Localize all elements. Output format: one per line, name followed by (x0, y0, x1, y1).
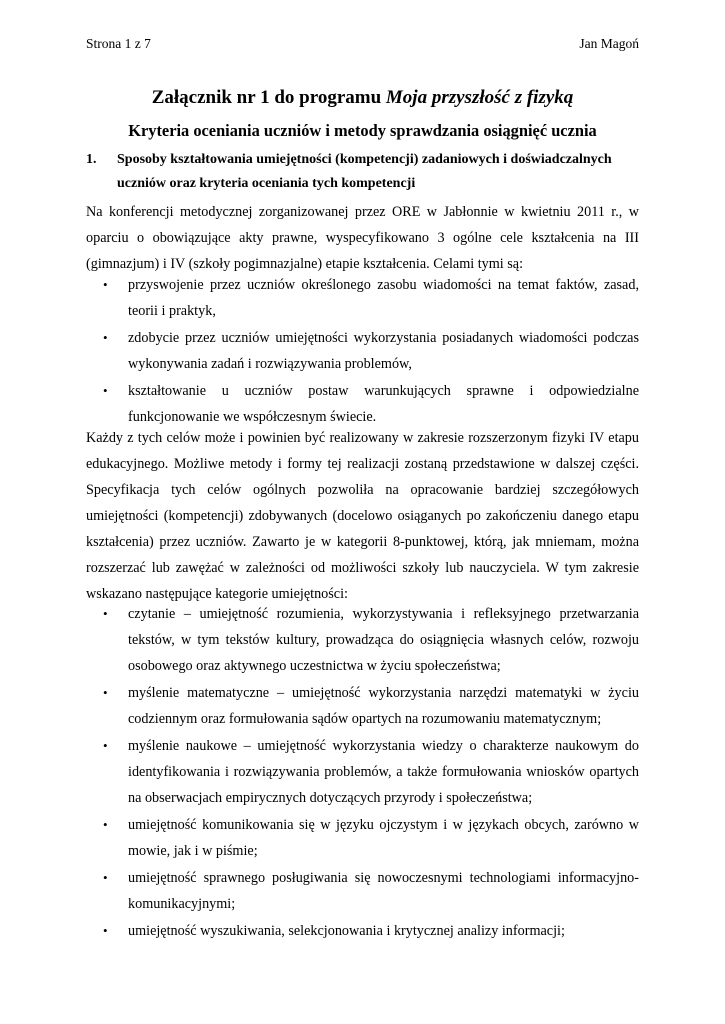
list-item (103, 812, 639, 864)
skills-paragraph: Każdy z tych celów może i powinien być realizowany w zakresie rozszerzonym fizyki IV etapu edukacyjnego. Możliwe metody i formy tej realizacji zostaną przedstawione w dalszej części. Specyfikacja tych celów ogólnych pozwoliła na opracowanie bardziej szczegółowych umiejętności (kompetencji) zdobywanych (docelowo osiąganych po zakończeniu danego etapu kształcenia) przez uczniów. Zawarto je w kategorii 8-punktowej, którą, jak mniemam, można rozszerzać lub zawężać w zależności od możliwości szkoły lub nauczyciela. W tym zakresie wskazano następujące kategorie umiejętności: (86, 430, 639, 602)
list-item (103, 378, 639, 430)
bullet-icon: • (103, 277, 108, 292)
list-item-text: umiejętność sprawnego posługiwania się nowoczesnymi technologiami informacyjno-komunikacyjnymi; (128, 870, 639, 912)
title-prefix: Załącznik nr 1 do programu (151, 87, 386, 108)
skills-list (103, 601, 639, 945)
list-item-text: myślenie matematyczne – umiejętność wykorzystania narzędzi matematyki w życiu codziennym oraz formułowania sądów opartych na rozumowaniu matematycznym; (128, 685, 639, 727)
bullet-icon: • (103, 685, 108, 700)
list-item-text: zdobycie przez uczniów umiejętności wykorzystania posiadanych wiadomości podczas wykonywania zadań i rozwiązywania problemów, (128, 330, 639, 372)
list-item-text: czytanie – umiejętność rozumienia, wykorzystywania i refleksyjnego przetwarzania tekstów, w tym tekstów kultury, prowadząca do osiągnięcia własnych celów, rozwoju osobowego oraz aktywnego uczestnictwa w życiu społeczeństwa; (128, 606, 639, 674)
page-header (86, 36, 639, 56)
document-title (0, 87, 725, 109)
list-item (103, 680, 639, 732)
list-item-text: myślenie naukowe – umiejętność wykorzystania wiedzy o charakterze naukowym do identyfikowania i rozwiązywania problemów, a także formułowania wniosków opartych na obserwacjach empirycznych dotyczących przyrody i społeczeństwa; (128, 738, 639, 806)
list-item-text: przyswojenie przez uczniów określonego zasobu wiadomości na temat faktów, zasad, teorii i praktyk, (128, 277, 639, 319)
list-item-text: kształtowanie u uczniów postaw warunkujących sprawne i odpowiedzialne funkcjonowanie we współczesnym świecie. (128, 383, 639, 425)
goals-list (103, 272, 639, 431)
list-item (103, 601, 639, 679)
page-number: Strona 1 z 7 (86, 36, 151, 51)
intro-paragraph: Na konferencji metodycznej zorganizowanej przez ORE w Jabłonnie w kwietniu 2011 r., w oparciu o obowiązujące akty prawne, wyspecyfikowano 3 ogólne cele kształcenia na III (gimnazjum) i IV (szkoły pogimnazjalne) etapie kształcenia. Celami tymi są: (86, 204, 639, 272)
section-title-line-2: uczniów oraz kryteria oceniania tych kompetencji (117, 176, 416, 191)
bullet-icon: • (103, 738, 108, 753)
bullet-icon: • (103, 870, 108, 885)
list-item-text: umiejętność komunikowania się w języku ojczystym i w językach obcych, zarówno w mowie, jak i w piśmie; (128, 817, 639, 859)
list-item (103, 325, 639, 377)
list-item (103, 865, 639, 917)
title-program-name: Moja przyszłość z fizyką (385, 87, 574, 108)
section-title-line-1: Sposoby kształtowania umiejętności (kompetencji) zadaniowych i doświadczalnych (117, 152, 612, 167)
list-item-text: umiejętność wyszukiwania, selekcjonowania i krytycznej analizy informacji; (128, 923, 565, 939)
list-item (103, 918, 639, 944)
section-number: 1. (86, 152, 97, 167)
author-name: Jan Magoń (579, 36, 639, 51)
bullet-icon: • (103, 330, 108, 345)
bullet-icon: • (103, 383, 108, 398)
list-item (103, 272, 639, 324)
bullet-icon: • (103, 817, 108, 832)
bullet-icon: • (103, 923, 108, 938)
list-item (103, 733, 639, 811)
document-subtitle: Kryteria oceniania uczniów i metody sprawdzania osiągnięć ucznia (128, 121, 597, 140)
bullet-icon: • (103, 606, 108, 621)
